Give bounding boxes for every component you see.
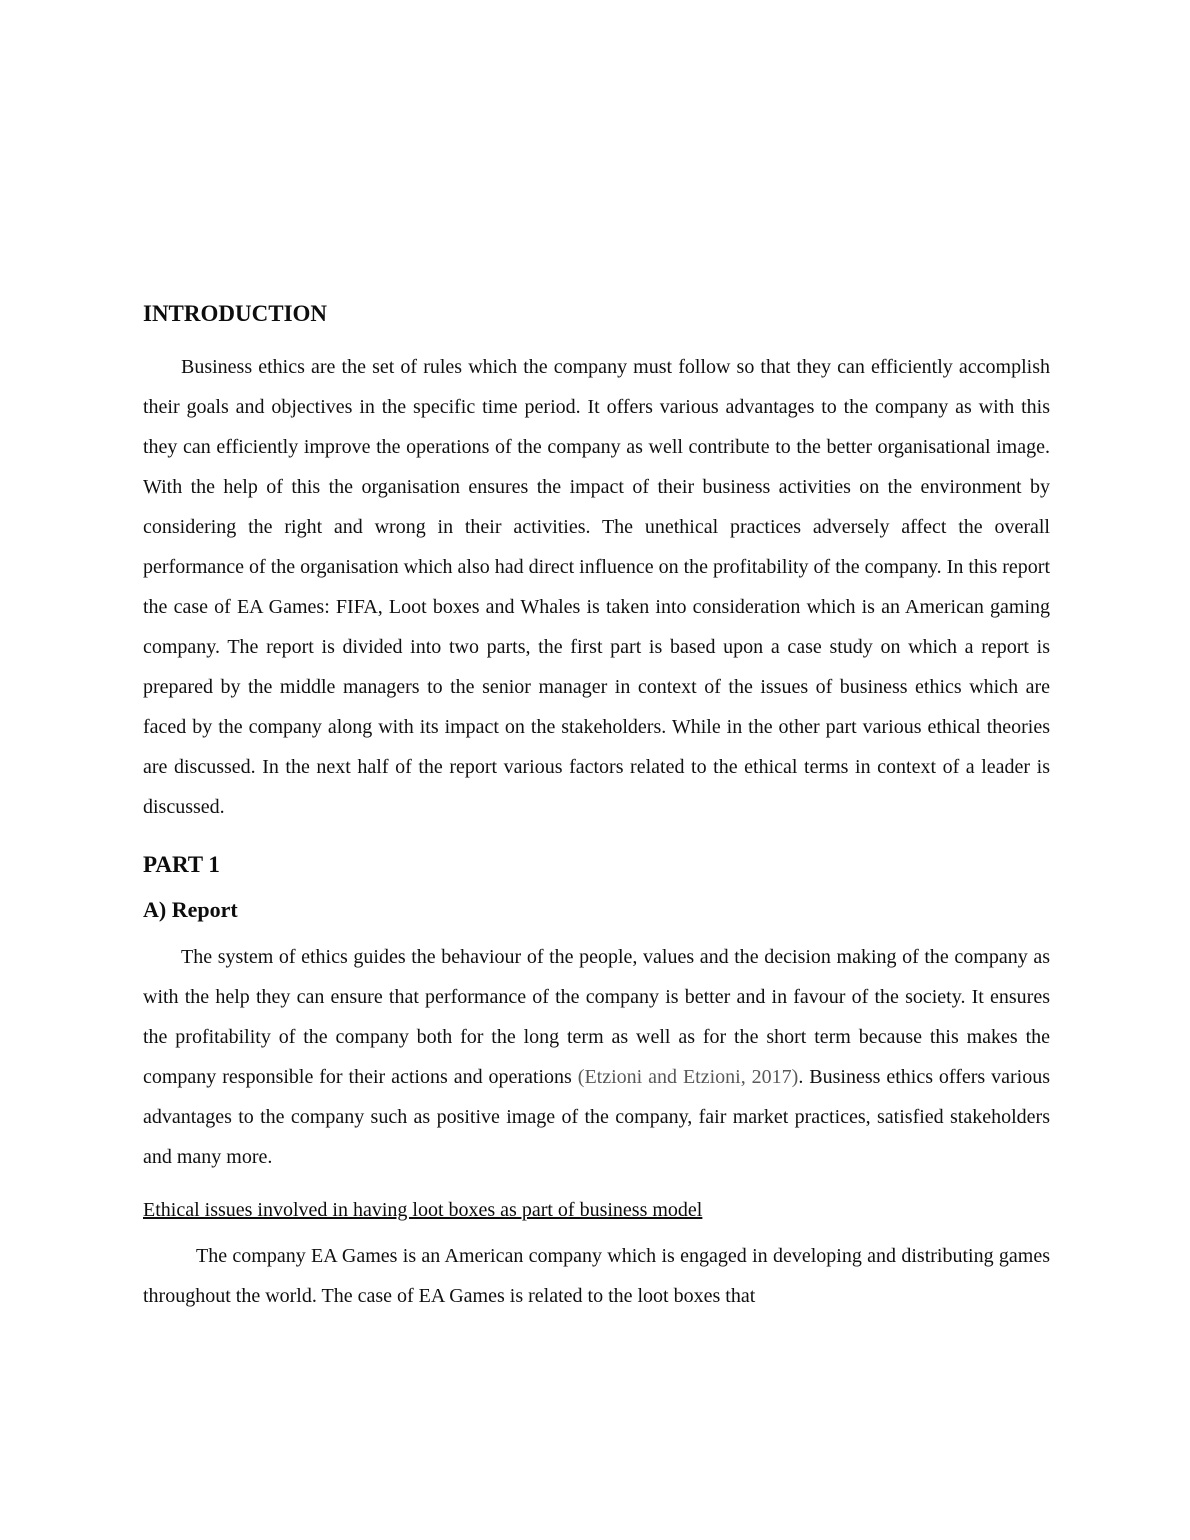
paragraph-ethical-issues-text: The company EA Games is an American company which is engaged in developing and distributing games throughout the world. The case of EA Games is related to the loot boxes that [143, 1245, 1050, 1307]
heading-ethical-issues: Ethical issues involved in having loot boxes as part of business model [143, 1199, 703, 1221]
paragraph-report-text-before-citation: The system of ethics guides the behaviour of the people, values and the decision making of the company as with the help they can ensure that performance of the company is better and in favour of the society. It ensures the profitability of the company both for the long term as well as for the short term because this makes the company responsible for their actions and operations [143, 946, 1050, 1088]
heading-a-report: A) Report [143, 896, 238, 922]
paragraph-ethical-issues [143, 1236, 1050, 1316]
paragraph-report [143, 937, 1050, 1177]
citation-etzioni-2017: (Etzioni and Etzioni, 2017) [577, 1066, 799, 1088]
heading-part-1: PART 1 [143, 851, 220, 877]
paragraph-report-text-after-citation: . Business ethics offers various advantages to the company such as positive image of the company, fair market practices, satisfied stakeholders and many more. [143, 1066, 1051, 1168]
paragraph-introduction [143, 347, 1050, 827]
heading-introduction: INTRODUCTION [143, 301, 328, 326]
paragraph-introduction-text: Business ethics are the set of rules which the company must follow so that they can efficiently accomplish their goals and objectives in the specific time period. It offers various advantages to the company as with this they can efficiently improve the operations of the company as well contribute to the better organisational image. With the help of this the organisation ensures the impact of their business activities on the environment by considering the right and wrong in their activities. The unethical practices adversely affect the overall performance of the organisation which also had direct influence on the profitability of the company. In this report the case of EA Games: FIFA, Loot boxes and Whales is taken into consideration which is an American gaming company. The report is divided into two parts, the first part is based upon a case study on which a report is prepared by the middle managers to the senior manager in context of the issues of business ethics which are faced by the company along with its impact on the stakeholders. While in the other part various ethical theories are discussed. In the next half of the report various factors related to the ethical terms in context of a leader is discussed. [143, 355, 1050, 818]
